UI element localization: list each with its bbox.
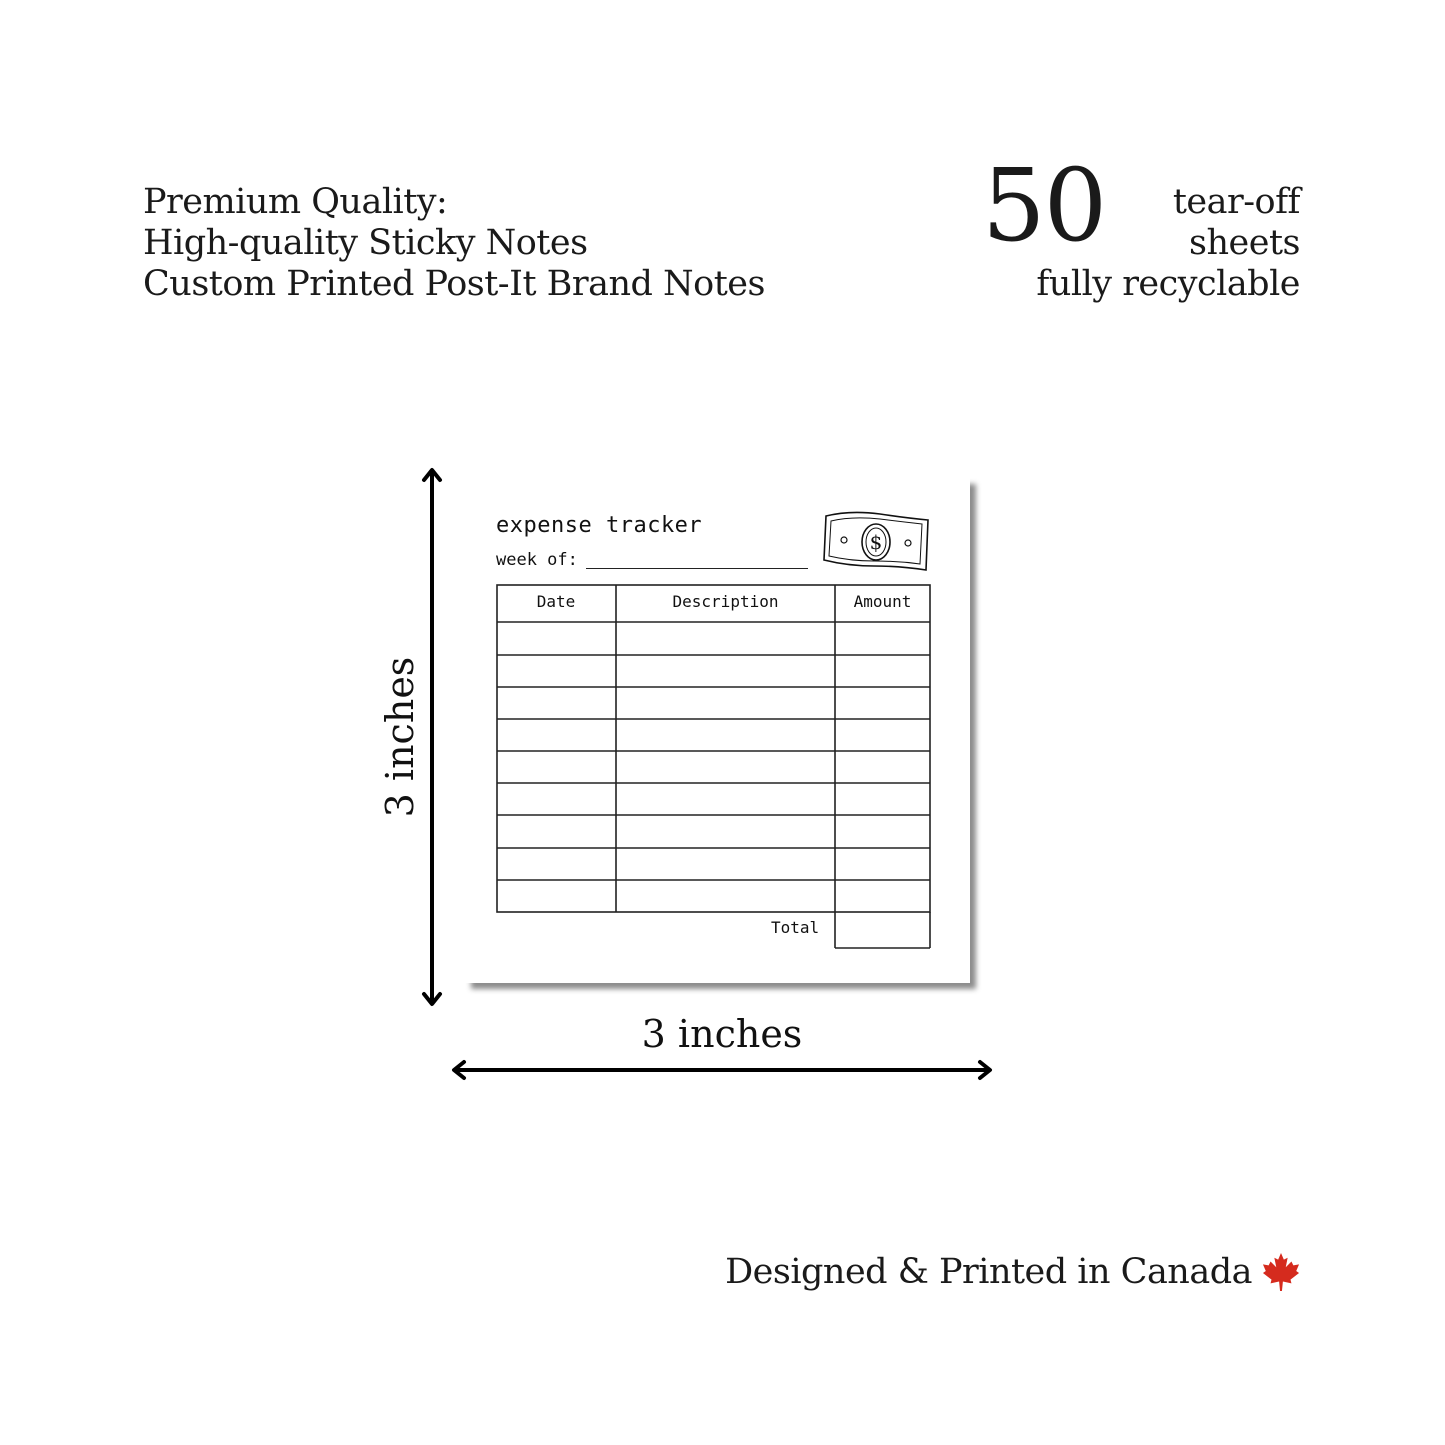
- maple-leaf-icon: [1262, 1252, 1300, 1292]
- sheet-count: 50: [982, 147, 1106, 264]
- sticky-note-preview: [465, 478, 970, 983]
- promo-features: [143, 182, 765, 305]
- height-label: 3 inches: [378, 656, 422, 818]
- width-arrow-icon: [450, 1058, 996, 1082]
- promo-line-sticky-notes: High-quality Sticky Notes: [143, 223, 588, 263]
- sheet-info: [980, 147, 1300, 320]
- promo-line-brand: Custom Printed Post-It Brand Notes: [143, 264, 765, 304]
- svg-text:$: $: [869, 530, 883, 554]
- note-title: expense tracker: [496, 513, 703, 538]
- footer-made-in-canada: [725, 1252, 1300, 1292]
- expense-table: [496, 584, 930, 914]
- column-header-description: Description: [672, 592, 779, 611]
- height-arrow-icon: [420, 466, 444, 1010]
- sheet-label-sheets: sheets: [1189, 223, 1300, 263]
- width-label: 3 inches: [641, 1012, 803, 1056]
- week-of-label: week of:: [496, 550, 578, 570]
- dollar-bill-icon: [820, 508, 932, 576]
- total-label: Total: [771, 918, 820, 937]
- column-header-date: Date: [536, 592, 576, 611]
- recyclable-label: fully recyclable: [1036, 264, 1300, 304]
- footer-text: Designed & Printed in Canada: [725, 1252, 1252, 1292]
- sheet-label-tear-off: tear-off: [1172, 182, 1300, 222]
- column-header-amount: Amount: [853, 592, 912, 611]
- promo-line-quality: Premium Quality:: [143, 182, 448, 222]
- week-of-line: [586, 568, 808, 569]
